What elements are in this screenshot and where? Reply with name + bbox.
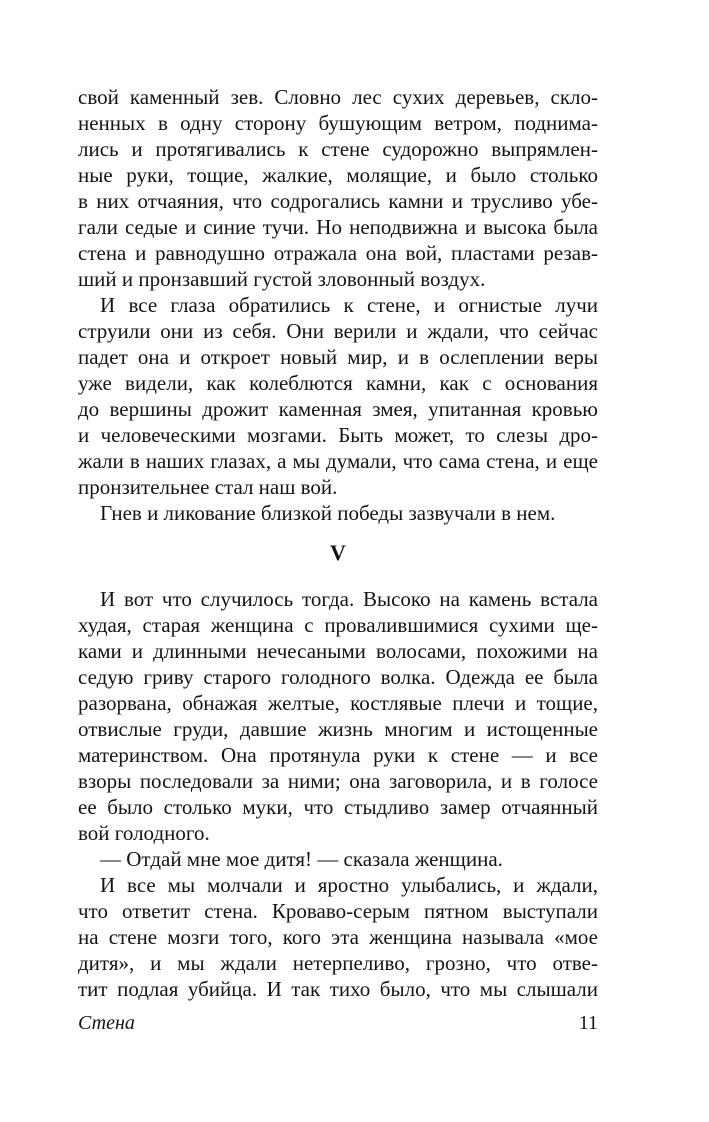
- text-line: материнством. Она протянула руки к стене — и все: [78, 743, 598, 767]
- text-line: И все мы молчали и яростно улыбались, и ждали,: [100, 873, 598, 897]
- text-line: лись и протягивались к стене судорожно выпрямлен-: [78, 137, 598, 161]
- text-line: тит подлая убийца. И так тихо было, что мы слышали: [78, 977, 598, 1001]
- text-line: Гнев и ликование близкой победы зазвучали в нем.: [100, 501, 556, 525]
- text-line: ненных в одну сторону бушующим ветром, поднима-: [78, 111, 598, 135]
- text-line: стена и равнодушно отражала она вой, пластами резав-: [78, 241, 598, 265]
- text-line: худая, старая женщина с провалившимися сухими ще-: [78, 613, 598, 637]
- text-line: гали седые и синие тучи. Но неподвижна и высока была: [78, 215, 598, 239]
- paragraph: [78, 846, 598, 872]
- page-number: 11: [578, 1012, 598, 1034]
- text-line: взоры последовали за ними; она заговорила, и в голосе: [78, 769, 598, 793]
- text-line: жали в наших глазах, а мы думали, что сама стена, и еще: [78, 449, 598, 473]
- text-line: ее было столько муки, что стыдливо замер отчаянный: [78, 795, 598, 819]
- text-line: ками и длинными нечесаными волосами, похожими на: [78, 639, 598, 663]
- text-line: ные руки, тощие, жалкие, молящие, и было столько: [78, 163, 598, 187]
- page-body: [78, 84, 598, 1002]
- text-line: в них отчаяния, что содрогались камни и трусливо убе-: [78, 189, 598, 213]
- text-line: ший и пронзавший густой зловонный воздух.: [78, 267, 486, 291]
- running-title: Стена: [78, 1012, 135, 1034]
- text-line: уже видели, как колеблются камни, как с основания: [78, 371, 598, 395]
- paragraph: [78, 84, 598, 292]
- paragraph: [78, 500, 598, 526]
- text-line: струили они из себя. Они верили и ждали, что сейчас: [78, 319, 598, 343]
- text-line: падет она и откроет новый мир, и в ослеплении веры: [78, 345, 598, 369]
- text-line: и человеческими мозгами. Быть может, то слезы дро-: [78, 423, 598, 447]
- chapter-heading: V: [330, 540, 346, 565]
- text-line: свой каменный зев. Словно лес сухих деревьев, скло-: [78, 85, 598, 109]
- text-line: — Отдай мне мое дитя! — сказала женщина.: [100, 847, 503, 871]
- text-line: отвислые груди, давшие жизнь многим и истощенные: [78, 717, 598, 741]
- text-line: И вот что случилось тогда. Высоко на камень встала: [100, 587, 598, 611]
- text-line: разорвана, обнажая желтые, костлявые плечи и тощие,: [78, 691, 598, 715]
- paragraph: [78, 586, 598, 846]
- paragraph: [78, 872, 598, 1002]
- text-line: вой голодного.: [78, 821, 210, 845]
- text-line: седую гриву старого голодного волка. Одежда ее была: [78, 665, 598, 689]
- text-line: пронзительнее стал наш вой.: [78, 475, 338, 499]
- paragraph: [78, 292, 598, 500]
- text-line: до вершины дрожит каменная змея, упитанная кровью: [78, 397, 598, 421]
- text-line: дитя», и мы ждали нетерпеливо, грозно, что отве-: [78, 951, 598, 975]
- page-footer: [78, 1010, 598, 1036]
- text-line: что ответит стена. Кроваво-серым пятном выступали: [78, 899, 598, 923]
- text-line: И все глаза обратились к стене, и огнистые лучи: [100, 293, 598, 317]
- text-line: на стене мозги того, кого эта женщина называла «мое: [78, 925, 598, 949]
